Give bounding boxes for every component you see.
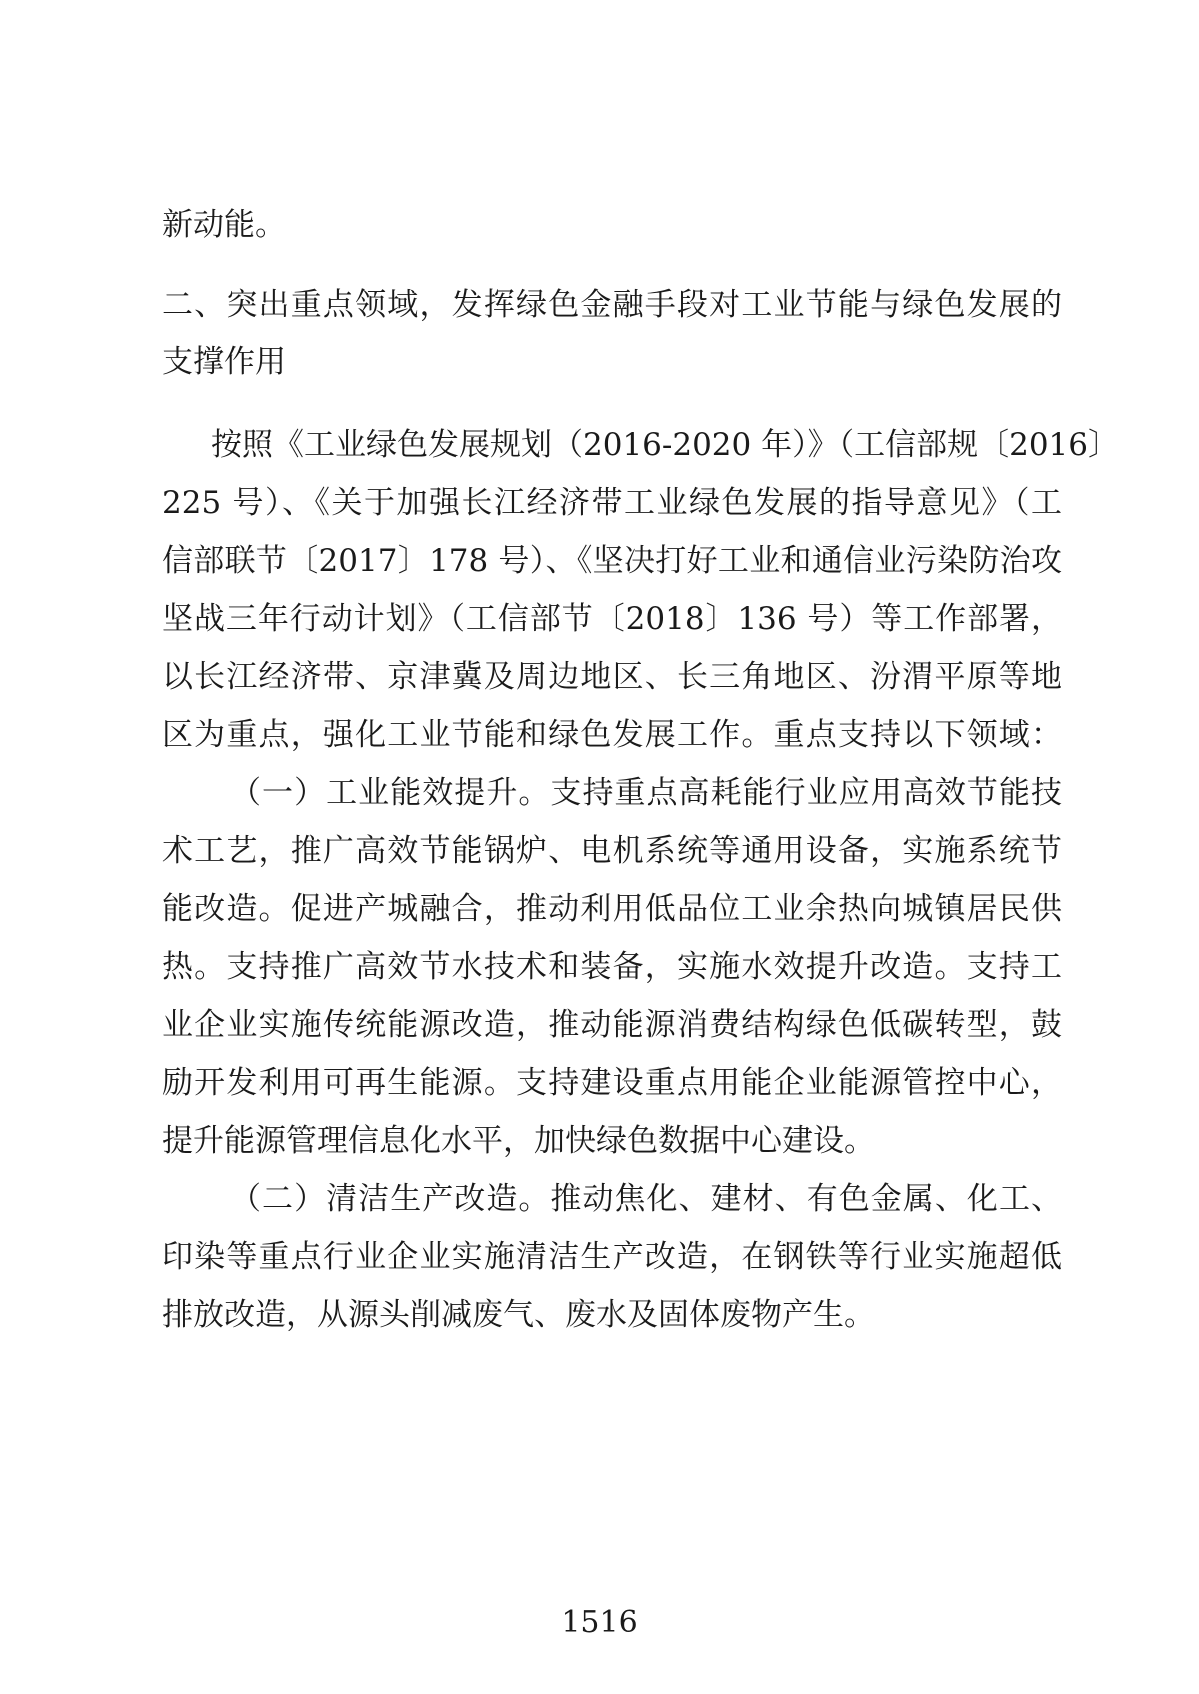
paragraph-line: 坚战三年行动计划》（工信部节〔2018〕136 号）等工作部署， bbox=[162, 601, 1062, 637]
paragraph-line: 按照《工业绿色发展规划（2016-2020 年）》（工信部规〔2016〕 bbox=[211, 427, 1120, 463]
paragraph-line: 信部联节〔2017〕178 号）、《坚决打好工业和通信业污染防治攻 bbox=[162, 543, 1062, 579]
paragraph-line: 热。支持推广高效节水技术和装备，实施水效提升改造。支持工 bbox=[162, 949, 1062, 985]
paragraph-line-continuation: 新动能。 bbox=[162, 207, 286, 243]
paragraph-line: 能改造。促进产城融合，推动利用低品位工业余热向城镇居民供 bbox=[162, 891, 1062, 927]
paragraph-line: 225 号）、《关于加强长江经济带工业绿色发展的指导意见》（工 bbox=[162, 485, 1062, 521]
section-heading-line-1: 二、突出重点领域，发挥绿色金融手段对工业节能与绿色发展的 bbox=[162, 287, 1062, 323]
paragraph-line: 区为重点，强化工业节能和绿色发展工作。重点支持以下领域： bbox=[162, 717, 1062, 753]
page-number: 1516 bbox=[561, 1605, 638, 1640]
paragraph-line: 排放改造，从源头削减废气、废水及固体废物产生。 bbox=[162, 1297, 875, 1333]
section-heading-line-2: 支撑作用 bbox=[162, 344, 286, 380]
paragraph-line: 励开发利用可再生能源。支持建设重点用能企业能源管控中心， bbox=[162, 1065, 1062, 1101]
paragraph-line: 以长江经济带、京津冀及周边地区、长三角地区、汾渭平原等地 bbox=[162, 659, 1062, 695]
paragraph-line: 印染等重点行业企业实施清洁生产改造，在钢铁等行业实施超低 bbox=[162, 1239, 1062, 1275]
subsection-line: （二）清洁生产改造。推动焦化、建材、有色金属、化工、 bbox=[230, 1181, 1062, 1217]
subsection-line: （一）工业能效提升。支持重点高耗能行业应用高效节能技 bbox=[230, 775, 1062, 811]
paragraph-line: 业企业实施传统能源改造，推动能源消费结构绿色低碳转型，鼓 bbox=[162, 1007, 1062, 1043]
paragraph-line: 术工艺，推广高效节能锅炉、电机系统等通用设备，实施系统节 bbox=[162, 833, 1062, 869]
paragraph-line: 提升能源管理信息化水平，加快绿色数据中心建设。 bbox=[162, 1123, 875, 1159]
